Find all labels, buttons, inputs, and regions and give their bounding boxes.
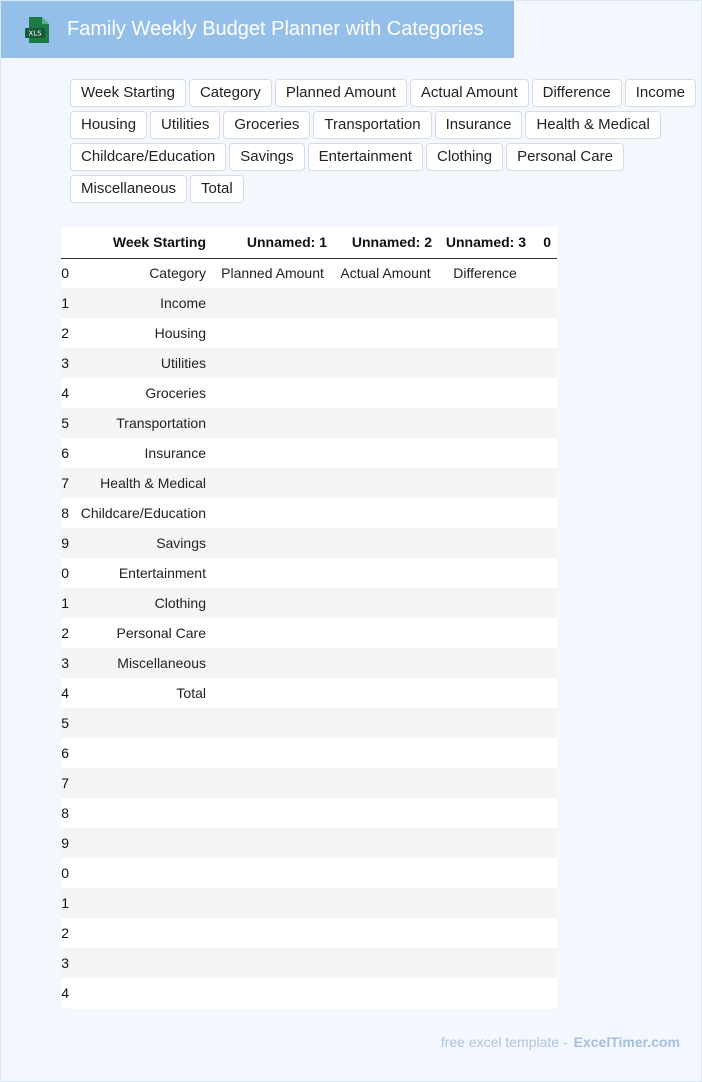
row-index: 0 (61, 858, 69, 888)
table-cell (532, 378, 557, 408)
row-index: 6 (61, 738, 69, 768)
table-cell (69, 828, 212, 858)
row-index: 4 (61, 978, 69, 1008)
table-cell: Personal Care (69, 618, 212, 648)
table-row (61, 708, 557, 738)
table-cell (532, 678, 557, 708)
row-index: 3 (61, 948, 69, 978)
table-row (61, 558, 557, 588)
table-cell (69, 888, 212, 918)
table-cell (333, 468, 438, 498)
table-header-row (61, 227, 557, 258)
table-cell (333, 558, 438, 588)
table-cell (532, 588, 557, 618)
table-cell (333, 858, 438, 888)
table-cell: Total (69, 678, 212, 708)
table-cell (212, 918, 333, 948)
table-cell (532, 468, 557, 498)
table-cell (333, 828, 438, 858)
table-cell (69, 978, 212, 1008)
table-cell (532, 348, 557, 378)
table-row (61, 738, 557, 768)
table-cell (212, 558, 333, 588)
column-tag[interactable]: Savings (229, 143, 304, 171)
table-cell (69, 918, 212, 948)
index-header (61, 227, 69, 258)
table-row (61, 768, 557, 798)
table-row (61, 918, 557, 948)
table-cell (333, 738, 438, 768)
table-cell (333, 588, 438, 618)
table-row (61, 948, 557, 978)
table-row (61, 798, 557, 828)
column-tag[interactable]: Groceries (223, 111, 310, 139)
table-cell (438, 378, 532, 408)
table-cell (212, 858, 333, 888)
table-cell (438, 738, 532, 768)
table-cell (438, 918, 532, 948)
table-cell (212, 648, 333, 678)
footer-credit (441, 1034, 680, 1050)
table-row (61, 378, 557, 408)
row-index: 9 (61, 828, 69, 858)
table-cell (333, 288, 438, 318)
column-tag[interactable]: Personal Care (506, 143, 624, 171)
footer-brand-link[interactable]: ExcelTimer.com (573, 1034, 680, 1050)
row-index: 2 (61, 918, 69, 948)
table-cell (333, 528, 438, 558)
column-tag[interactable]: Transportation (313, 111, 431, 139)
data-table-container (61, 227, 557, 1009)
table-row (61, 618, 557, 648)
table-cell (212, 618, 333, 648)
title-bar (1, 1, 514, 58)
table-cell (69, 798, 212, 828)
table-cell (532, 828, 557, 858)
table-cell (212, 768, 333, 798)
column-tag[interactable]: Income (625, 79, 696, 107)
table-row (61, 528, 557, 558)
table-cell (532, 618, 557, 648)
table-row (61, 858, 557, 888)
column-header: Unnamed: 1 (212, 227, 333, 258)
table-cell: Childcare/Education (69, 498, 212, 528)
table-cell (212, 318, 333, 348)
row-index: 6 (61, 438, 69, 468)
table-body (61, 258, 557, 1008)
table-cell (69, 858, 212, 888)
table-cell (438, 678, 532, 708)
table-cell (212, 798, 333, 828)
table-cell: Groceries (69, 378, 212, 408)
table-cell: Entertainment (69, 558, 212, 588)
table-cell: Income (69, 288, 212, 318)
excel-file-icon (22, 15, 52, 45)
row-index: 0 (61, 558, 69, 588)
table-cell: Clothing (69, 588, 212, 618)
table-cell (438, 708, 532, 738)
table-cell: Health & Medical (69, 468, 212, 498)
table-cell (69, 708, 212, 738)
table-cell (438, 438, 532, 468)
table-cell (532, 798, 557, 828)
column-tag[interactable]: Childcare/Education (70, 143, 226, 171)
table-cell (532, 918, 557, 948)
table-cell (333, 498, 438, 528)
footer-prefix: free excel template - (440, 1034, 568, 1050)
table-cell (69, 738, 212, 768)
table-cell (212, 528, 333, 558)
column-tag[interactable]: Utilities (150, 111, 220, 139)
table-cell (438, 318, 532, 348)
table-cell (212, 348, 333, 378)
table-cell (438, 348, 532, 378)
row-index: 2 (61, 618, 69, 648)
table-row (61, 828, 557, 858)
row-index: 3 (61, 348, 69, 378)
table-row (61, 678, 557, 708)
column-tag[interactable]: Health & Medical (525, 111, 660, 139)
table-cell (333, 708, 438, 738)
table-cell: Actual Amount (333, 258, 438, 288)
table-cell (333, 348, 438, 378)
table-cell (438, 288, 532, 318)
table-row (61, 438, 557, 468)
table-cell (438, 648, 532, 678)
table-cell (333, 618, 438, 648)
column-tag[interactable]: Clothing (426, 143, 503, 171)
table-cell (333, 678, 438, 708)
row-index: 7 (61, 468, 69, 498)
table-cell (438, 828, 532, 858)
table-cell (532, 888, 557, 918)
column-tag[interactable]: Miscellaneous (70, 175, 187, 203)
column-tag[interactable]: Week Starting (70, 79, 186, 107)
table-cell (532, 948, 557, 978)
column-tag-list (70, 79, 700, 203)
column-tag[interactable]: Planned Amount (275, 79, 407, 107)
table-cell (333, 438, 438, 468)
table-row (61, 498, 557, 528)
table-cell (333, 978, 438, 1008)
table-cell (532, 858, 557, 888)
table-cell (333, 378, 438, 408)
column-tag[interactable]: Total (190, 175, 244, 203)
table-cell (438, 888, 532, 918)
table-row (61, 318, 557, 348)
table-cell (212, 288, 333, 318)
table-cell (438, 408, 532, 438)
table-cell (438, 618, 532, 648)
row-index: 7 (61, 768, 69, 798)
table-cell (333, 768, 438, 798)
table-cell (532, 708, 557, 738)
row-index: 8 (61, 798, 69, 828)
table-cell (69, 768, 212, 798)
table-cell (333, 888, 438, 918)
row-index: 9 (61, 528, 69, 558)
table-cell: Housing (69, 318, 212, 348)
table-cell (69, 948, 212, 978)
table-cell (532, 648, 557, 678)
table-cell (438, 858, 532, 888)
row-index: 1 (61, 288, 69, 318)
column-header: 0 (532, 227, 557, 258)
table-cell (532, 318, 557, 348)
table-row (61, 648, 557, 678)
column-header: Week Starting (69, 227, 212, 258)
table-cell (333, 648, 438, 678)
table-cell (333, 408, 438, 438)
table-cell (212, 678, 333, 708)
table-row (61, 288, 557, 318)
table-cell (532, 438, 557, 468)
table-cell: Category (69, 258, 212, 288)
row-index: 4 (61, 678, 69, 708)
table-row (61, 348, 557, 378)
table-cell: Savings (69, 528, 212, 558)
table-cell (532, 768, 557, 798)
table-row (61, 588, 557, 618)
table-cell (438, 768, 532, 798)
row-index: 2 (61, 318, 69, 348)
table-row (61, 978, 557, 1008)
row-index: 1 (61, 588, 69, 618)
table-cell (532, 528, 557, 558)
table-cell (212, 708, 333, 738)
column-header: Unnamed: 3 (438, 227, 532, 258)
column-header: Unnamed: 2 (333, 227, 438, 258)
row-index: 1 (61, 888, 69, 918)
table-cell: Planned Amount (212, 258, 333, 288)
table-cell (532, 978, 557, 1008)
table-row (61, 468, 557, 498)
table-cell: Insurance (69, 438, 212, 468)
table-cell: Difference (438, 258, 532, 288)
table-row (61, 408, 557, 438)
table-cell: Miscellaneous (69, 648, 212, 678)
data-table (61, 227, 557, 1008)
table-cell (438, 588, 532, 618)
table-cell (212, 738, 333, 768)
table-cell (532, 288, 557, 318)
row-index: 5 (61, 408, 69, 438)
table-row (61, 258, 557, 288)
table-cell (212, 498, 333, 528)
table-cell (438, 528, 532, 558)
table-cell (212, 438, 333, 468)
table-cell (212, 378, 333, 408)
table-cell (532, 738, 557, 768)
table-cell (212, 408, 333, 438)
row-index: 3 (61, 648, 69, 678)
column-tag[interactable]: Entertainment (308, 143, 423, 171)
table-cell (212, 828, 333, 858)
table-cell (333, 798, 438, 828)
column-tag[interactable]: Insurance (435, 111, 523, 139)
page-title: Family Weekly Budget Planner with Categories (67, 18, 484, 40)
row-index: 4 (61, 378, 69, 408)
row-index: 8 (61, 498, 69, 528)
table-cell (438, 798, 532, 828)
table-cell (532, 498, 557, 528)
table-cell (532, 558, 557, 588)
column-tag[interactable]: Difference (532, 79, 622, 107)
column-tag[interactable]: Category (189, 79, 272, 107)
svg-text:XLS: XLS (28, 29, 42, 38)
table-cell: Transportation (69, 408, 212, 438)
table-cell (438, 558, 532, 588)
table-cell (532, 408, 557, 438)
table-cell (438, 498, 532, 528)
table-cell (212, 468, 333, 498)
table-cell (212, 588, 333, 618)
table-cell (438, 978, 532, 1008)
table-cell (333, 318, 438, 348)
table-cell (532, 258, 557, 288)
table-row (61, 888, 557, 918)
table-cell: Utilities (69, 348, 212, 378)
column-tag[interactable]: Housing (70, 111, 147, 139)
table-cell (333, 948, 438, 978)
table-cell (438, 468, 532, 498)
table-cell (212, 978, 333, 1008)
table-cell (212, 888, 333, 918)
column-tag[interactable]: Actual Amount (410, 79, 529, 107)
table-cell (438, 948, 532, 978)
table-cell (333, 918, 438, 948)
row-index: 0 (61, 258, 69, 288)
row-index: 5 (61, 708, 69, 738)
table-cell (212, 948, 333, 978)
